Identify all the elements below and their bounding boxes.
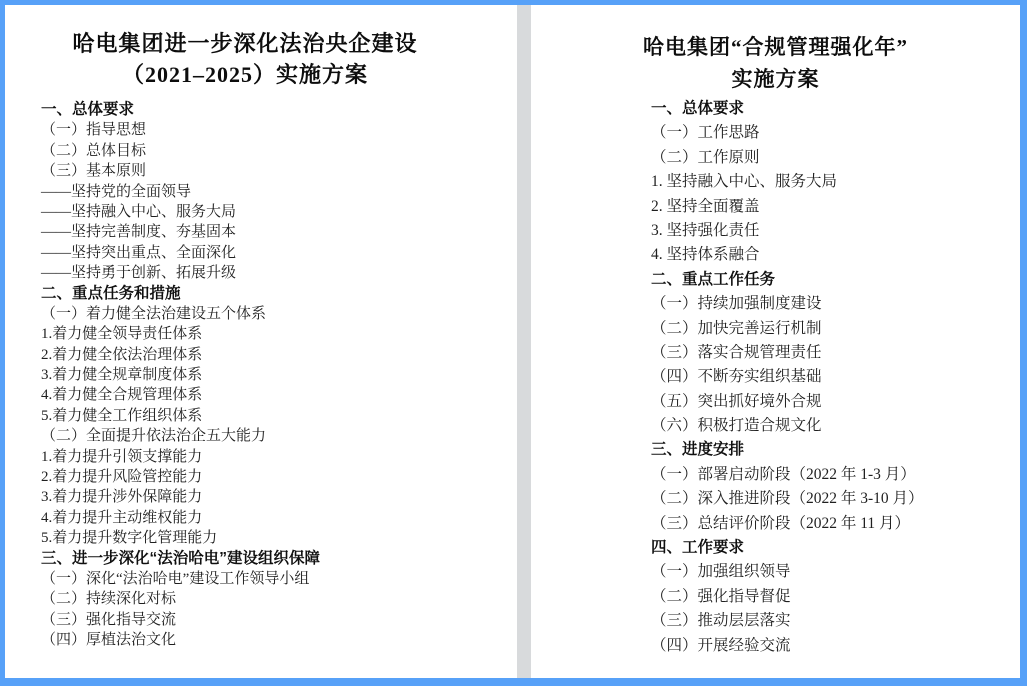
outline-item: 5.着力提升数字化管理能力 xyxy=(41,530,218,547)
outline-item: ——坚持完善制度、夯基固本 xyxy=(41,224,237,241)
outline-item: 2. 坚持全面覆盖 xyxy=(651,197,760,215)
outline-item: ——坚持融入中心、服务大局 xyxy=(41,203,237,220)
right-page-title xyxy=(531,31,1020,95)
page-gap xyxy=(517,5,531,678)
section-heading: 四、工作要求 xyxy=(651,539,745,557)
outline-item: （二）总体目标 xyxy=(41,142,147,159)
outline-item: （二）加快完善运行机制 xyxy=(651,319,822,337)
outline-item: 3. 坚持强化责任 xyxy=(651,221,760,239)
outline-item: （三）总结评价阶段（2022 年 11 月） xyxy=(651,514,911,532)
outline-item: （二）深入推进阶段（2022 年 3-10 月） xyxy=(651,490,924,508)
section-heading: 三、进一步深化“法治哈电”建设组织保障 xyxy=(41,549,321,567)
outline-item: ——坚持突出重点、全面深化 xyxy=(41,244,237,261)
outline-item: （四）开展经验交流 xyxy=(651,636,791,654)
outline-item: （二）工作原则 xyxy=(651,148,760,166)
page-left xyxy=(5,5,517,678)
outline-item: （一）深化“法治哈电”建设工作领导小组 xyxy=(41,570,310,587)
left-page-outline xyxy=(41,100,449,651)
page-right xyxy=(531,5,1020,678)
outline-item: （二）持续深化对标 xyxy=(41,591,177,608)
outline-item: 4. 坚持体系融合 xyxy=(651,246,760,264)
outline-item: 2.着力提升风险管控能力 xyxy=(41,469,203,486)
outline-item: （三）强化指导交流 xyxy=(41,611,177,628)
outline-item: 2.着力健全依法治理体系 xyxy=(41,346,203,363)
right-title-line-1: 哈电集团“合规管理强化年” xyxy=(643,35,908,59)
section-heading: 三、进度安排 xyxy=(651,441,745,459)
outline-item: 4.着力健全合规管理体系 xyxy=(41,387,203,404)
outline-item: 5.着力健全工作组织体系 xyxy=(41,407,203,424)
outline-item: 1.着力提升引领支撑能力 xyxy=(41,448,203,465)
outline-item: （三）推动层层落实 xyxy=(651,612,791,630)
outline-item: 3.着力提升涉外保障能力 xyxy=(41,489,203,506)
outline-item: 1.着力健全领导责任体系 xyxy=(41,326,203,343)
outline-item: （二）全面提升依法治企五大能力 xyxy=(41,428,267,445)
outline-item: （五）突出抓好境外合规 xyxy=(651,392,822,410)
section-heading: 一、总体要求 xyxy=(651,100,745,117)
left-page-title xyxy=(41,28,449,90)
outline-item: （三）落实合规管理责任 xyxy=(651,343,822,361)
outline-item: （一）加强组织领导 xyxy=(651,563,791,581)
outline-item: （一）部署启动阶段（2022 年 1-3 月） xyxy=(651,465,916,483)
section-heading: 二、重点工作任务 xyxy=(651,270,776,288)
outline-item: 3.着力健全规章制度体系 xyxy=(41,367,203,384)
outline-item: ——坚持勇于创新、拓展升级 xyxy=(41,265,237,282)
left-title-line-2: （2021–2025）实施方案 xyxy=(121,62,368,87)
outline-item: （一）指导思想 xyxy=(41,122,147,139)
outline-item: 4.着力提升主动维权能力 xyxy=(41,509,203,526)
outline-item: （一）着力健全法治建设五个体系 xyxy=(41,305,267,322)
outline-item: （二）强化指导督促 xyxy=(651,587,791,605)
outline-item: （一）持续加强制度建设 xyxy=(651,295,822,313)
section-heading: 二、重点任务和措施 xyxy=(41,284,181,302)
left-title-line-1: 哈电集团进一步深化法治央企建设 xyxy=(72,31,418,56)
outline-item: （六）积极打造合规文化 xyxy=(651,417,822,435)
section-heading: 一、总体要求 xyxy=(41,101,135,118)
right-page-outline xyxy=(531,97,1020,658)
outline-item: （三）基本原则 xyxy=(41,163,147,180)
outline-item: （四）厚植法治文化 xyxy=(41,632,177,649)
right-title-line-2: 实施方案 xyxy=(731,67,820,91)
outline-item: ——坚持党的全面领导 xyxy=(41,183,192,200)
outline-item: 1. 坚持融入中心、服务大局 xyxy=(651,173,838,191)
outline-item: （四）不断夯实组织基础 xyxy=(651,368,822,386)
outline-item: （一）工作思路 xyxy=(651,124,760,142)
